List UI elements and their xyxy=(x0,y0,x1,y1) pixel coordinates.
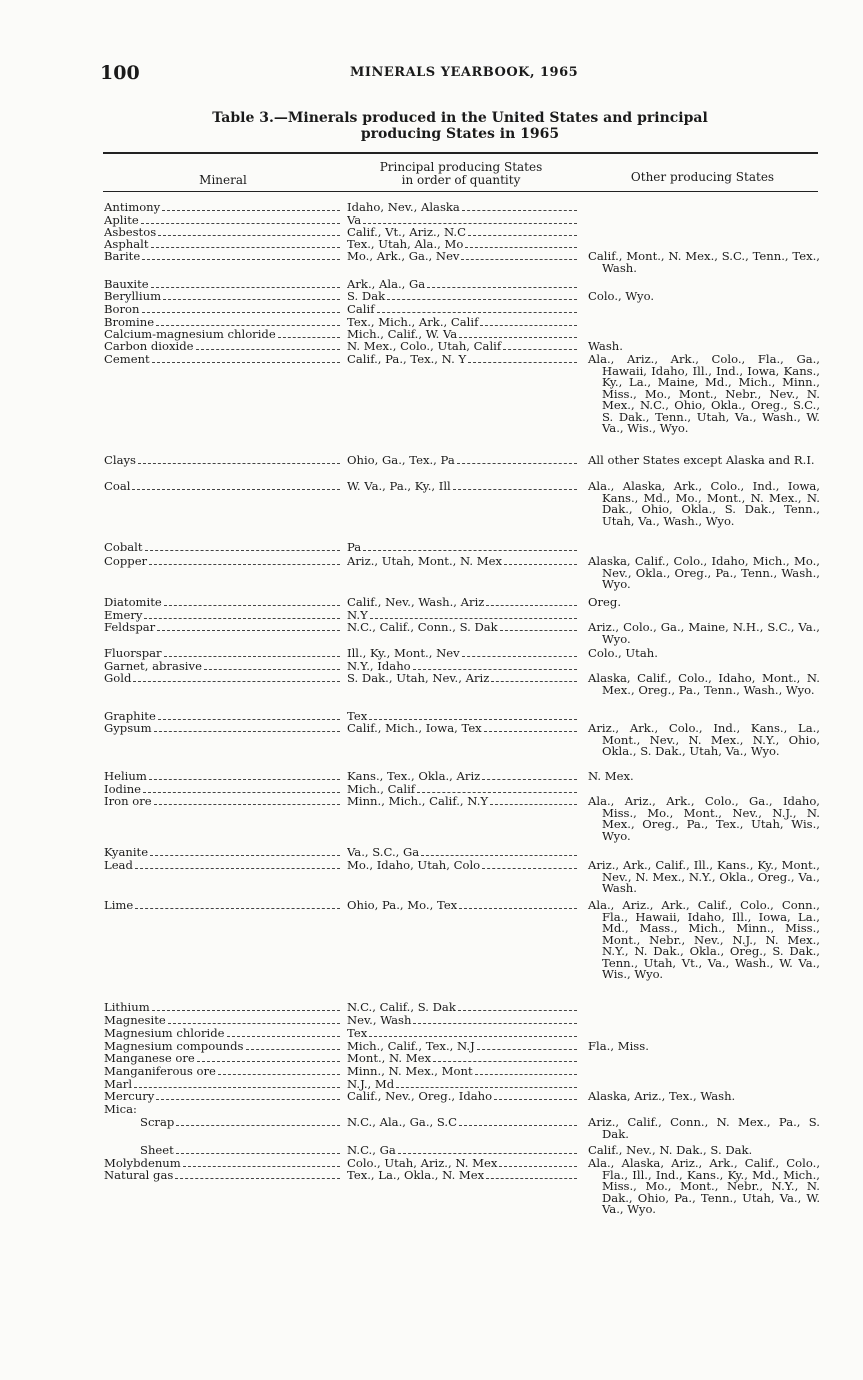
mineral-cell xyxy=(104,648,342,660)
dot-leader xyxy=(197,1061,340,1062)
principal-states-text: Ariz., Utah, Mont., N. Mex xyxy=(347,556,503,568)
principal-states-text: Tex xyxy=(347,1028,368,1040)
dot-leader xyxy=(183,1166,340,1167)
mineral-cell xyxy=(104,1104,342,1116)
principal-states-cell xyxy=(347,215,579,227)
dot-leader xyxy=(158,235,340,236)
dot-leader xyxy=(490,804,577,805)
dot-leader xyxy=(413,1023,577,1024)
dot-leader xyxy=(152,1010,340,1011)
principal-states-text: Mo., Idaho, Utah, Colo xyxy=(347,860,481,872)
mineral-name: Magnesium compounds xyxy=(104,1041,244,1053)
dot-leader xyxy=(163,299,340,300)
column-header-other-states: Other producing States xyxy=(630,170,775,184)
dot-leader xyxy=(458,1010,577,1011)
principal-states-text: N. Mex., Colo., Utah, Calif xyxy=(347,341,502,353)
dot-leader xyxy=(462,656,577,657)
principal-states-cell xyxy=(347,771,579,783)
dot-leader xyxy=(156,1099,340,1100)
mineral-cell xyxy=(104,556,342,568)
dot-leader xyxy=(369,1036,577,1037)
mineral-name: Lime xyxy=(104,900,134,912)
principal-states-cell xyxy=(347,610,579,622)
principal-states-cell xyxy=(347,1091,579,1103)
mineral-cell xyxy=(104,1028,342,1040)
dot-leader xyxy=(134,1087,340,1088)
mineral-name: Feldspar xyxy=(104,622,156,634)
dot-leader xyxy=(387,299,577,300)
mineral-name: Bromine xyxy=(104,317,155,329)
principal-states-text: N.C., Ga xyxy=(347,1145,396,1157)
principal-states-text: S. Dak., Utah, Nev., Ariz xyxy=(347,673,490,685)
mineral-name: Bauxite xyxy=(104,279,149,291)
mineral-cell xyxy=(104,1145,342,1157)
principal-states-text: Minn., Mich., Calif., N.Y xyxy=(347,796,489,808)
dot-leader xyxy=(363,550,577,551)
other-states-cell: Ala., Alaska, Ariz., Ark., Calif., Colo., Fla., Ill., Ind., Kans., Ky., Md., Mich., Miss., Mo., Mont., Nebr., N.Y., N. Dak., Ohio, Pa., Tenn., Utah, Va., W. Va., Wyo. xyxy=(588,1156,820,1216)
dot-leader xyxy=(133,681,340,682)
dot-leader xyxy=(149,564,340,565)
mineral-name: Sheet xyxy=(140,1145,174,1157)
principal-states-cell xyxy=(347,227,579,239)
dot-leader xyxy=(141,223,340,224)
other-states-cell: Ala., Alaska, Ark., Colo., Ind., Iowa, Kans., Md., Mo., Mont., N. Mex., N. Dak., Ohio, Okla., S. Dak., Tenn., Utah, Va., Wash., Wyo. xyxy=(588,479,820,528)
mineral-name: Carbon dioxide xyxy=(104,341,194,353)
mineral-cell xyxy=(104,341,342,353)
dot-leader xyxy=(218,1074,340,1075)
principal-states-text: N.J., Md xyxy=(347,1079,395,1091)
mineral-name: Mica: xyxy=(104,1104,137,1116)
dot-leader xyxy=(151,247,341,248)
dot-leader xyxy=(164,605,340,606)
mineral-cell xyxy=(104,1091,342,1103)
mineral-cell xyxy=(104,279,342,291)
mineral-name: Manganiferous ore xyxy=(104,1066,216,1078)
mineral-cell xyxy=(104,354,342,366)
principal-states-text: N.Y xyxy=(347,610,368,622)
principal-states-cell xyxy=(347,329,579,341)
dot-leader xyxy=(142,312,341,313)
mineral-name: Gold xyxy=(104,673,132,685)
dot-leader xyxy=(377,312,578,313)
principal-states-cell xyxy=(347,1158,579,1170)
principal-states-cell xyxy=(347,317,579,329)
dot-leader xyxy=(468,362,577,363)
principal-states-text: Kans., Tex., Okla., Ariz xyxy=(347,771,481,783)
dot-leader xyxy=(398,1153,577,1154)
principal-states-text: Mich., Calif., W. Va xyxy=(347,329,458,341)
principal-states-cell xyxy=(347,1145,579,1157)
dot-leader xyxy=(475,1074,577,1075)
principal-states-text: Ohio, Ga., Tex., Pa xyxy=(347,455,455,467)
other-states-cell: Colo., Utah. xyxy=(588,646,658,660)
dot-leader xyxy=(459,1125,577,1126)
dot-leader xyxy=(482,779,577,780)
dot-leader xyxy=(158,719,340,720)
other-states-cell: Alaska, Ariz., Tex., Wash. xyxy=(588,1089,736,1103)
principal-states-text: Idaho, Nev., Alaska xyxy=(347,202,460,214)
principal-states-cell xyxy=(347,673,579,685)
mineral-cell xyxy=(104,1053,342,1065)
principal-states-text: Mich., Calif., Tex., N.J xyxy=(347,1041,475,1053)
dot-leader xyxy=(135,908,340,909)
principal-states-cell xyxy=(347,1066,579,1078)
principal-states-cell xyxy=(347,661,579,673)
dot-leader xyxy=(157,630,340,631)
principal-states-cell xyxy=(347,900,579,912)
other-states-cell: Alaska, Calif., Colo., Idaho, Mont., N. Mex., Oreg., Pa., Tenn., Wash., Wyo. xyxy=(588,671,820,697)
mineral-name: Marl xyxy=(104,1079,133,1091)
mineral-cell xyxy=(104,673,342,685)
dot-leader xyxy=(176,1125,340,1126)
dot-leader xyxy=(227,1036,340,1037)
principal-states-text: Tex xyxy=(347,711,368,723)
principal-states-cell xyxy=(347,796,579,808)
principal-states-text: W. Va., Pa., Ky., Ill xyxy=(347,481,451,493)
principal-states-text: Calif., Nev., Wash., Ariz xyxy=(347,597,485,609)
mineral-name: Helium xyxy=(104,771,147,783)
dot-leader xyxy=(462,210,577,211)
dot-leader xyxy=(457,463,577,464)
mineral-cell xyxy=(104,317,342,329)
other-states-cell: Ariz., Colo., Ga., Maine, N.H., S.C., Va., Wyo. xyxy=(588,620,820,646)
principal-states-text: Mont., N. Mex xyxy=(347,1053,432,1065)
principal-states-text: Calif., Nev., Oreg., Idaho xyxy=(347,1091,493,1103)
principal-states-cell xyxy=(347,481,579,493)
other-states-cell: Wash. xyxy=(588,339,623,353)
other-states-cell: Ala., Ariz., Ark., Colo., Ga., Idaho, Miss., Mo., Mont., Nev., N.J., N. Mex., Oreg., Pa., Tex., Utah, Wis., Wyo. xyxy=(588,794,820,843)
running-title: MINERALS YEARBOOK, 1965 xyxy=(350,65,579,80)
principal-states-cell xyxy=(347,341,579,353)
dot-leader xyxy=(503,349,577,350)
principal-states-cell xyxy=(347,1028,579,1040)
principal-states-cell xyxy=(347,1015,579,1027)
dot-leader xyxy=(480,325,577,326)
other-states-cell: Calif., Nev., N. Dak., S. Dak. xyxy=(588,1143,753,1157)
principal-states-cell xyxy=(347,723,579,735)
dot-leader xyxy=(142,259,340,260)
principal-states-text: N.C., Calif., Conn., S. Dak xyxy=(347,622,498,634)
principal-states-cell xyxy=(347,239,579,251)
mineral-name: Scrap xyxy=(140,1117,175,1129)
mineral-cell xyxy=(104,329,342,341)
table-title-line-2: producing States in 1965 xyxy=(360,126,560,142)
mineral-name: Mercury xyxy=(104,1091,155,1103)
mineral-cell xyxy=(104,1041,342,1053)
dot-leader xyxy=(491,681,577,682)
principal-states-text: Ark., Ala., Ga xyxy=(347,279,426,291)
principal-states-text: Nev., Wash xyxy=(347,1015,412,1027)
mineral-name: Iodine xyxy=(104,784,142,796)
dot-leader xyxy=(156,325,340,326)
principal-states-cell xyxy=(347,556,579,568)
mineral-name: Antimony xyxy=(104,202,161,214)
dot-leader xyxy=(494,1099,577,1100)
principal-states-text: N.C., Calif., S. Dak xyxy=(347,1002,456,1014)
mineral-cell xyxy=(104,784,342,796)
principal-states-cell xyxy=(347,1079,579,1091)
table-header-rule xyxy=(103,191,818,192)
mineral-cell xyxy=(104,847,342,859)
mineral-cell xyxy=(104,597,342,609)
mineral-name: Fluorspar xyxy=(104,648,162,660)
principal-states-cell xyxy=(347,354,579,366)
principal-states-cell xyxy=(347,291,579,303)
principal-states-text: Va xyxy=(347,215,362,227)
principal-states-text: Calif., Mich., Iowa, Tex xyxy=(347,723,482,735)
other-states-cell: Ariz., Ark., Colo., Ind., Kans., La., Mont., Nev., N. Mex., N.Y., Ohio, Okla., S. Dak., Utah, Va., Wyo. xyxy=(588,721,820,758)
dot-leader xyxy=(162,210,340,211)
principal-states-text: Tex., Utah, Ala., Mo xyxy=(347,239,464,251)
dot-leader xyxy=(482,868,577,869)
principal-states-cell xyxy=(347,1002,579,1014)
principal-states-cell xyxy=(347,784,579,796)
principal-states-text: Calif., Vt., Ariz., N.C xyxy=(347,227,466,239)
mineral-name: Calcium-magnesium chloride xyxy=(104,329,276,341)
mineral-name: Asphalt xyxy=(104,239,149,251)
mineral-name: Manganese ore xyxy=(104,1053,195,1065)
principal-states-text: Colo., Utah, Ariz., N. Mex xyxy=(347,1158,498,1170)
principal-states-text: Tex., La., Okla., N. Mex xyxy=(347,1170,485,1182)
dot-leader xyxy=(427,287,577,288)
mineral-cell xyxy=(104,900,342,912)
principal-states-cell xyxy=(347,847,579,859)
mineral-name: Barite xyxy=(104,251,141,263)
mineral-cell xyxy=(104,481,342,493)
dot-leader xyxy=(461,259,577,260)
dot-leader xyxy=(132,489,340,490)
principal-states-text: Tex., Mich., Ark., Calif xyxy=(347,317,479,329)
principal-states-cell xyxy=(347,304,579,316)
principal-states-cell xyxy=(347,455,579,467)
mineral-cell xyxy=(104,860,342,872)
mineral-cell xyxy=(104,304,342,316)
mineral-name: Graphite xyxy=(104,711,156,723)
principal-states-text: Va., S.C., Ga xyxy=(347,847,420,859)
mineral-name: Iron ore xyxy=(104,796,152,808)
mineral-name: Beryllium xyxy=(104,291,162,303)
mineral-name: Boron xyxy=(104,304,140,316)
dot-leader xyxy=(145,550,340,551)
dot-leader xyxy=(500,630,577,631)
other-states-cell: Ala., Ariz., Ark., Colo., Fla., Ga., Hawaii, Idaho, Ill., Ind., Iowa, Kans., Ky., La., Maine, Md., Mich., Minn., Miss., Mo., Mont., Nebr., Nev., N. Mex., N.C., Ohio, Okla., Oreg., S.C., S. Dak., Tenn., Utah, Va., Wash., W. Va., Wis., Wyo. xyxy=(588,352,820,435)
table-top-rule xyxy=(103,152,818,154)
principal-states-cell xyxy=(347,597,579,609)
mineral-name: Aplite xyxy=(104,215,139,227)
other-states-cell: Ala., Ariz., Ark., Calif., Colo., Conn., Fla., Hawaii, Idaho, Ill., Iowa, La., Md., Mass., Mich., Minn., Miss., Mont., Nebr., Nev., N.J., N. Mex., N.Y., N. Dak., Okla., Oreg., S. Dak., Tenn., Utah, Vt., Va., Wash., W. Va., Wis., Wyo. xyxy=(588,898,820,981)
dot-leader xyxy=(363,223,577,224)
dot-leader xyxy=(421,855,577,856)
dot-leader xyxy=(278,337,340,338)
column-header-principal-states xyxy=(345,161,577,187)
principal-states-text: Pa xyxy=(347,542,362,554)
principal-header-line-1: Principal producing States xyxy=(379,160,543,174)
mineral-name: Magnesite xyxy=(104,1015,166,1027)
principal-states-cell xyxy=(347,251,579,263)
mineral-name: Cobalt xyxy=(104,542,143,554)
mineral-name: Asbestos xyxy=(104,227,157,239)
principal-states-cell xyxy=(347,279,579,291)
dot-leader xyxy=(413,669,577,670)
principal-states-cell xyxy=(347,622,579,634)
mineral-cell xyxy=(104,622,342,634)
mineral-name: Lithium xyxy=(104,1002,150,1014)
dot-leader xyxy=(396,1087,577,1088)
dot-leader xyxy=(152,362,340,363)
dot-leader xyxy=(369,719,577,720)
principal-states-text: Calif xyxy=(347,304,375,316)
mineral-name: Magnesium chloride xyxy=(104,1028,225,1040)
dot-leader xyxy=(417,792,577,793)
principal-states-text: Ill., Ky., Mont., Nev xyxy=(347,648,460,660)
mineral-name: Cement xyxy=(104,354,150,366)
mineral-cell xyxy=(104,291,342,303)
other-states-cell: Ariz., Ark., Calif., Ill., Kans., Ky., Mont., Nev., N. Mex., N.Y., Okla., Oreg., Va., Wash. xyxy=(588,858,820,895)
dot-leader xyxy=(151,287,340,288)
other-states-cell: Fla., Miss. xyxy=(588,1039,649,1053)
mineral-name: Emery xyxy=(104,610,143,622)
other-states-cell: Ariz., Calif., Conn., N. Mex., Pa., S. Dak. xyxy=(588,1115,820,1141)
other-states-cell: Alaska, Calif., Colo., Idaho, Mich., Mo., Nev., Okla., Oreg., Pa., Tenn., Wash., Wyo. xyxy=(588,554,820,591)
mineral-cell xyxy=(104,1015,342,1027)
dot-leader xyxy=(204,669,340,670)
mineral-cell xyxy=(104,542,342,554)
dot-leader xyxy=(499,1166,577,1167)
dot-leader xyxy=(150,855,340,856)
mineral-cell xyxy=(104,202,342,214)
mineral-cell xyxy=(104,610,342,622)
other-states-cell: All other States except Alaska and R.I. xyxy=(588,453,815,467)
mineral-name: Coal xyxy=(104,481,131,493)
mineral-name: Garnet, abrasive xyxy=(104,661,202,673)
mineral-name: Gypsum xyxy=(104,723,152,735)
mineral-cell xyxy=(104,771,342,783)
mineral-name: Molybdenum xyxy=(104,1158,181,1170)
dot-leader xyxy=(154,731,340,732)
mineral-name: Clays xyxy=(104,455,136,467)
dot-leader xyxy=(164,656,340,657)
dot-leader xyxy=(246,1049,340,1050)
principal-states-cell xyxy=(347,1053,579,1065)
dot-leader xyxy=(433,1061,577,1062)
principal-states-text: S. Dak xyxy=(347,291,386,303)
principal-header-line-2: in order of quantity xyxy=(401,173,521,187)
dot-leader xyxy=(477,1049,577,1050)
dot-leader xyxy=(149,779,340,780)
mineral-cell xyxy=(104,215,342,227)
dot-leader xyxy=(486,605,577,606)
other-states-cell: Colo., Wyo. xyxy=(588,289,655,303)
mineral-name: Copper xyxy=(104,556,148,568)
mineral-cell xyxy=(104,1066,342,1078)
principal-states-cell xyxy=(347,1170,579,1182)
principal-states-text: Mich., Calif xyxy=(347,784,416,796)
dot-leader xyxy=(370,618,577,619)
mineral-cell xyxy=(104,1117,342,1129)
dot-leader xyxy=(144,618,340,619)
principal-states-text: Minn., N. Mex., Mont xyxy=(347,1066,473,1078)
mineral-cell xyxy=(104,239,342,251)
mineral-cell xyxy=(104,723,342,735)
column-header-mineral: Mineral xyxy=(199,173,247,187)
principal-states-text: N.Y., Idaho xyxy=(347,661,411,673)
principal-states-text: Mo., Ark., Ga., Nev xyxy=(347,251,460,263)
dot-leader xyxy=(484,731,577,732)
dot-leader xyxy=(138,463,340,464)
mineral-cell xyxy=(104,1002,342,1014)
table-title xyxy=(200,110,720,142)
principal-states-text: N.C., Ala., Ga., S.C xyxy=(347,1117,457,1129)
mineral-name: Kyanite xyxy=(104,847,149,859)
mineral-cell xyxy=(104,1158,342,1170)
dot-leader xyxy=(453,489,577,490)
dot-leader xyxy=(154,804,340,805)
mineral-cell xyxy=(104,1170,342,1182)
page-number: 100 xyxy=(100,62,140,84)
other-states-cell: Oreg. xyxy=(588,595,622,609)
mineral-cell xyxy=(104,251,342,263)
table-title-line-1: Table 3.—Minerals produced in the United States and principal xyxy=(212,110,708,126)
mineral-name: Natural gas xyxy=(104,1170,174,1182)
mineral-cell xyxy=(104,661,342,673)
principal-states-text: Ohio, Pa., Mo., Tex xyxy=(347,900,458,912)
dot-leader xyxy=(459,337,577,338)
principal-states-cell xyxy=(347,542,579,554)
mineral-cell xyxy=(104,1079,342,1091)
mineral-cell xyxy=(104,455,342,467)
principal-states-text: Calif., Pa., Tex., N. Y xyxy=(347,354,467,366)
dot-leader xyxy=(196,349,340,350)
mineral-cell xyxy=(104,796,342,808)
mineral-cell xyxy=(104,711,342,723)
dot-leader xyxy=(135,868,340,869)
principal-states-cell xyxy=(347,202,579,214)
principal-states-cell xyxy=(347,1117,579,1129)
other-states-cell: Calif., Mont., N. Mex., S.C., Tenn., Tex., Wash. xyxy=(588,249,820,275)
dot-leader xyxy=(468,235,577,236)
principal-states-cell xyxy=(347,648,579,660)
dot-leader xyxy=(175,1178,340,1179)
dot-leader xyxy=(176,1153,340,1154)
mineral-cell xyxy=(104,227,342,239)
dot-leader xyxy=(486,1178,577,1179)
principal-states-cell xyxy=(347,860,579,872)
dot-leader xyxy=(168,1023,340,1024)
mineral-name: Lead xyxy=(104,860,133,872)
principal-states-cell xyxy=(347,1041,579,1053)
page-header xyxy=(100,62,818,86)
principal-states-cell xyxy=(347,711,579,723)
dot-leader xyxy=(504,564,577,565)
dot-leader xyxy=(459,908,577,909)
dot-leader xyxy=(143,792,340,793)
other-states-cell: N. Mex. xyxy=(588,769,634,783)
dot-leader xyxy=(465,247,577,248)
mineral-name: Diatomite xyxy=(104,597,162,609)
